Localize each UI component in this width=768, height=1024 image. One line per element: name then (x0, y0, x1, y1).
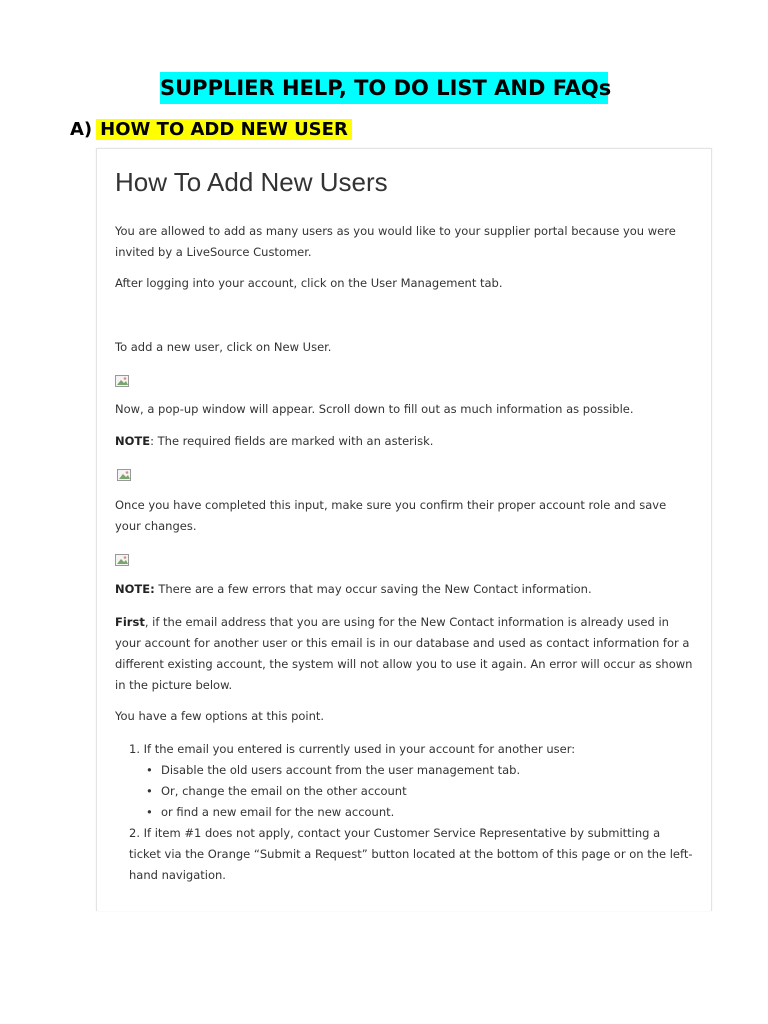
list-item: • or find a new email for the new account. (146, 805, 395, 819)
intro-paragraph-2: After logging into your account, click on the User Management tab. (115, 276, 503, 290)
option-1: 1. If the email you entered is currently used in your account for another user: (129, 742, 576, 756)
article-title: How To Add New Users (115, 167, 388, 197)
note-required-fields (115, 431, 695, 452)
options-list (115, 739, 695, 886)
section-heading (70, 116, 352, 144)
first-paragraph (115, 612, 695, 696)
note-text: : The required fields are marked with an asterisk. (150, 434, 434, 448)
intro-paragraph-1: You are allowed to add as many users as you would like to your supplier portal because you were invited by a LiveSource Customer. (115, 224, 676, 259)
bullet-text: Disable the old users account from the user management tab. (161, 763, 521, 777)
note-errors (115, 579, 695, 600)
first-label: First (115, 615, 145, 629)
list-item: • Or, change the email on the other account (146, 784, 407, 798)
section-prefix: A) (70, 119, 93, 140)
new-user-step: To add a new user, click on New User. (115, 340, 332, 354)
bullet-text: Or, change the email on the other account (161, 784, 407, 798)
list-item: • Disable the old users account from the user management tab. (146, 763, 521, 777)
popup-paragraph: Now, a pop-up window will appear. Scroll down to fill out as much information as possible. (115, 402, 634, 416)
note-label: NOTE (115, 434, 151, 448)
note-label: NOTE: (115, 582, 155, 596)
first-text: , if the email address that you are using for the New Contact information is already used in your account for another user or this email is in our database and used as contact information for a different existing account, the system will not allow you to use it again. An error will occur as shown in the picture below. (115, 615, 693, 692)
section-heading-text: HOW TO ADD NEW USER (96, 119, 352, 140)
options-intro: You have a few options at this point. (115, 709, 325, 723)
option-2: 2. If item #1 does not apply, contact your Customer Service Representative by submitting a ticket via the Orange “Submit a Request” button located at the bottom of this page or on the left-hand navigation. (129, 826, 693, 882)
broken-image-icon (115, 554, 129, 566)
page-title: SUPPLIER HELP, TO DO LIST AND FAQs (160, 72, 608, 104)
broken-image-icon (117, 469, 131, 481)
broken-image-icon (115, 375, 129, 387)
note-text: There are a few errors that may occur saving the New Contact information. (154, 582, 592, 596)
bullet-text: or find a new email for the new account. (161, 805, 395, 819)
article-screenshot (96, 148, 712, 911)
complete-paragraph: Once you have completed this input, make sure you confirm their proper account role and save your changes. (115, 498, 667, 533)
